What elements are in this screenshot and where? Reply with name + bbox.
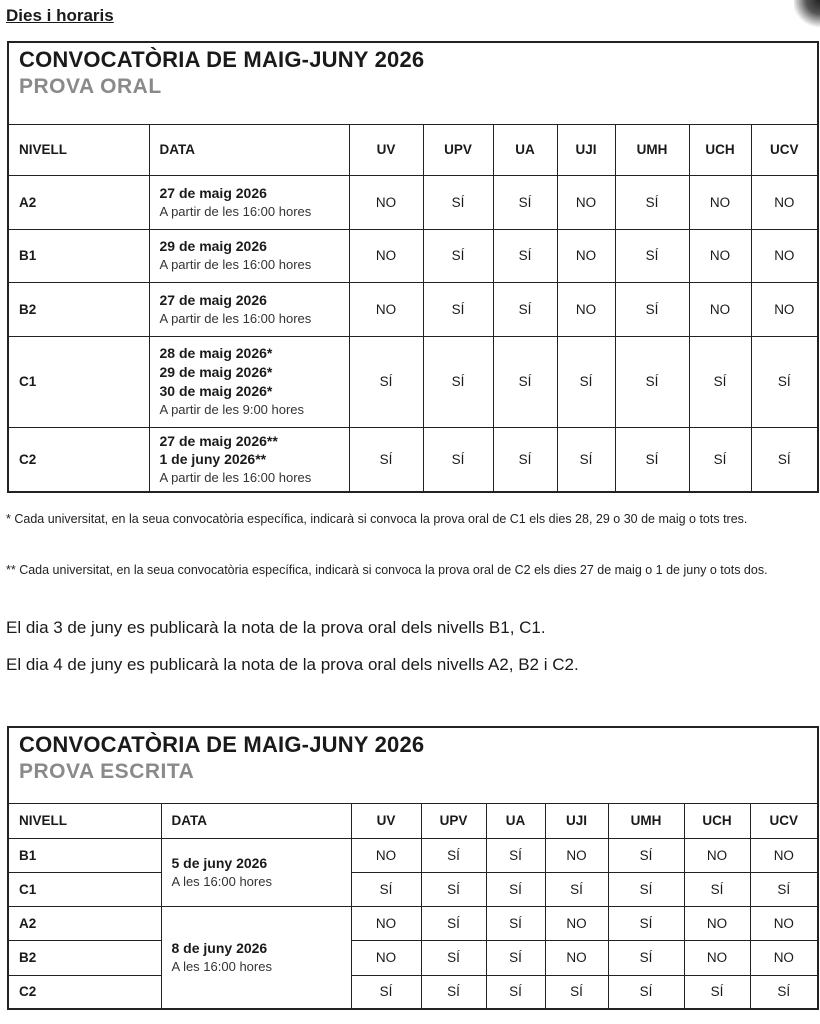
value-cell: NO <box>751 282 818 336</box>
value-cell: SÍ <box>689 427 751 492</box>
value-cell: SÍ <box>493 175 557 229</box>
date-cell <box>161 838 351 906</box>
exam-date: 1 de juny 2026** <box>159 451 267 468</box>
exam-date: 8 de juny 2026 <box>171 940 268 957</box>
table-row <box>8 282 818 336</box>
written-header-ucv: UCV <box>750 803 818 838</box>
written-header-uch: UCH <box>684 803 750 838</box>
value-cell: SÍ <box>545 872 608 906</box>
date-cell <box>149 175 349 229</box>
value-cell: NO <box>750 906 818 940</box>
value-cell: SÍ <box>493 282 557 336</box>
level-cell: A2 <box>8 906 161 940</box>
value-cell: NO <box>684 940 750 975</box>
value-cell: SÍ <box>423 175 493 229</box>
value-cell: NO <box>545 906 608 940</box>
value-cell: NO <box>557 229 615 282</box>
written-subtitle: PROVA ESCRITA <box>19 760 195 783</box>
written-header-uv: UV <box>351 803 421 838</box>
value-cell: NO <box>684 838 750 872</box>
written-header-data: DATA <box>161 803 351 838</box>
exam-time: A partir de les 16:00 hores <box>159 257 312 273</box>
value-cell: SÍ <box>751 427 818 492</box>
exam-time: A partir de les 9:00 hores <box>159 402 305 418</box>
section-heading: Dies i horaris <box>6 6 114 25</box>
value-cell: NO <box>684 906 750 940</box>
written-title-cell <box>8 727 818 803</box>
written-header-nivell: NIVELL <box>8 803 161 838</box>
value-cell: SÍ <box>486 838 545 872</box>
value-cell: NO <box>689 175 751 229</box>
exam-time: A partir de les 16:00 hores <box>159 203 312 219</box>
table-row <box>8 975 818 1009</box>
date-cell <box>149 427 349 492</box>
table-row <box>8 838 818 872</box>
value-cell: NO <box>545 940 608 975</box>
date-cell <box>149 282 349 336</box>
value-cell: SÍ <box>486 940 545 975</box>
value-cell: NO <box>750 940 818 975</box>
value-cell: SÍ <box>486 906 545 940</box>
info-line-2: El dia 4 de juny es publicarà la nota de la prova oral dels nivells A2, B2 i C2. <box>6 655 579 674</box>
value-cell: SÍ <box>351 872 421 906</box>
exam-date: 29 de maig 2026* <box>159 364 273 381</box>
exam-date: 28 de maig 2026* <box>159 345 273 362</box>
corner-shadow <box>794 0 820 30</box>
table-row <box>8 940 818 975</box>
value-cell: SÍ <box>351 975 421 1009</box>
value-cell: SÍ <box>615 282 689 336</box>
value-cell: NO <box>689 282 751 336</box>
value-cell: SÍ <box>421 940 486 975</box>
level-cell: B2 <box>8 282 149 336</box>
oral-header-data: DATA <box>149 124 349 175</box>
exam-date: 27 de maig 2026 <box>159 184 267 201</box>
value-cell: SÍ <box>608 838 684 872</box>
written-title: CONVOCATÒRIA DE MAIG-JUNY 2026 <box>19 732 425 757</box>
oral-header-umh: UMH <box>615 124 689 175</box>
value-cell: SÍ <box>684 975 750 1009</box>
oral-subtitle: PROVA ORAL <box>19 75 162 98</box>
date-cell <box>161 906 351 1009</box>
table-row <box>8 872 818 906</box>
written-header-upv: UPV <box>421 803 486 838</box>
level-cell: C2 <box>8 427 149 492</box>
value-cell: NO <box>349 229 423 282</box>
value-cell: SÍ <box>423 427 493 492</box>
oral-schedule-table <box>7 41 819 493</box>
level-cell: B2 <box>8 940 161 975</box>
written-schedule-table <box>7 726 819 1010</box>
value-cell: SÍ <box>608 872 684 906</box>
level-cell: B1 <box>8 838 161 872</box>
value-cell: SÍ <box>557 336 615 427</box>
value-cell: SÍ <box>615 229 689 282</box>
level-cell: C1 <box>8 872 161 906</box>
exam-date: 30 de maig 2026* <box>159 383 273 400</box>
level-cell: C2 <box>8 975 161 1009</box>
value-cell: SÍ <box>493 229 557 282</box>
value-cell: SÍ <box>684 872 750 906</box>
table-row <box>8 229 818 282</box>
value-cell: SÍ <box>615 427 689 492</box>
value-cell: SÍ <box>486 872 545 906</box>
value-cell: SÍ <box>349 427 423 492</box>
value-cell: SÍ <box>423 229 493 282</box>
date-cell <box>149 229 349 282</box>
value-cell: SÍ <box>493 336 557 427</box>
value-cell: SÍ <box>608 940 684 975</box>
oral-header-uv: UV <box>349 124 423 175</box>
value-cell: SÍ <box>750 872 818 906</box>
exam-time: A partir de les 16:00 hores <box>159 470 312 486</box>
value-cell: SÍ <box>689 336 751 427</box>
level-cell: A2 <box>8 175 149 229</box>
value-cell: NO <box>750 838 818 872</box>
value-cell: SÍ <box>608 906 684 940</box>
oral-title: CONVOCATÒRIA DE MAIG-JUNY 2026 <box>19 47 425 72</box>
oral-header-upv: UPV <box>423 124 493 175</box>
exam-time: A partir de les 16:00 hores <box>159 310 312 326</box>
exam-date: 5 de juny 2026 <box>171 854 268 871</box>
exam-date: 27 de maig 2026 <box>159 291 267 308</box>
value-cell: SÍ <box>557 427 615 492</box>
value-cell: SÍ <box>423 282 493 336</box>
value-cell: NO <box>349 282 423 336</box>
value-cell: NO <box>751 175 818 229</box>
value-cell: SÍ <box>545 975 608 1009</box>
written-header-uji: UJI <box>545 803 608 838</box>
value-cell: NO <box>349 175 423 229</box>
table-row <box>8 336 818 427</box>
table-row <box>8 427 818 492</box>
value-cell: NO <box>351 906 421 940</box>
value-cell: SÍ <box>615 336 689 427</box>
value-cell: SÍ <box>608 975 684 1009</box>
exam-time: A les 16:00 hores <box>171 958 272 974</box>
oral-title-cell <box>8 42 818 124</box>
value-cell: SÍ <box>421 838 486 872</box>
exam-time: A les 16:00 hores <box>171 873 272 889</box>
value-cell: SÍ <box>750 975 818 1009</box>
value-cell: NO <box>751 229 818 282</box>
value-cell: NO <box>689 229 751 282</box>
written-header-ua: UA <box>486 803 545 838</box>
value-cell: SÍ <box>615 175 689 229</box>
value-cell: SÍ <box>421 975 486 1009</box>
table-row <box>8 175 818 229</box>
written-header-umh: UMH <box>608 803 684 838</box>
table-row <box>8 906 818 940</box>
value-cell: SÍ <box>423 336 493 427</box>
value-cell: SÍ <box>349 336 423 427</box>
value-cell: SÍ <box>493 427 557 492</box>
value-cell: NO <box>557 282 615 336</box>
footnote-c2: ** Cada universitat, en la seua convocatòria específica, indicarà si convoca la prova oral de C2 els dies 27 de maig o 1 de juny o tots dos. <box>6 563 768 577</box>
footnote-c1: * Cada universitat, en la seua convocatòria específica, indicarà si convoca la prova oral de C1 els dies 28, 29 o 30 de maig o tots tres. <box>6 512 748 526</box>
oral-header-ua: UA <box>493 124 557 175</box>
info-line-1: El dia 3 de juny es publicarà la nota de la prova oral dels nivells B1, C1. <box>6 618 546 637</box>
oral-header-nivell: NIVELL <box>8 124 149 175</box>
level-cell: B1 <box>8 229 149 282</box>
exam-date: 27 de maig 2026** <box>159 432 278 449</box>
value-cell: NO <box>351 940 421 975</box>
level-cell: C1 <box>8 336 149 427</box>
oral-header-ucv: UCV <box>751 124 818 175</box>
value-cell: SÍ <box>751 336 818 427</box>
value-cell: SÍ <box>486 975 545 1009</box>
date-cell <box>149 336 349 427</box>
value-cell: NO <box>557 175 615 229</box>
oral-header-uji: UJI <box>557 124 615 175</box>
oral-header-uch: UCH <box>689 124 751 175</box>
value-cell: NO <box>351 838 421 872</box>
value-cell: SÍ <box>421 872 486 906</box>
value-cell: SÍ <box>421 906 486 940</box>
exam-date: 29 de maig 2026 <box>159 238 267 255</box>
value-cell: NO <box>545 838 608 872</box>
